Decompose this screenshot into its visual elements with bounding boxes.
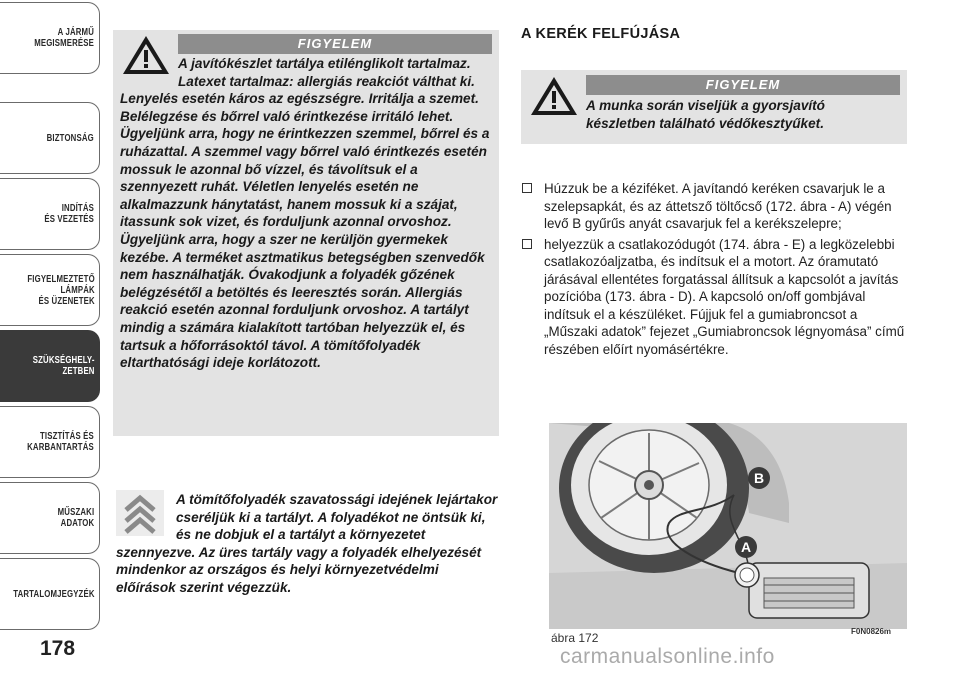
tab-label: TISZTÍTÁS ÉS KARBANTARTÁS [27,431,95,453]
page-number: 178 [40,637,76,660]
list-item [522,236,914,359]
section-title: A KERÉK FELFÚJÁSA [521,26,681,42]
tab-label: TARTALOMJEGYZÉK [12,588,95,600]
warning-heading: FIGYELEM [178,34,492,54]
tab-label: A JÁRMŰ MEGISMERÉSE [34,27,95,49]
warning-text-block [120,55,494,372]
figure-172 [549,423,907,629]
gloves-warning-heading: FIGYELEM [586,75,900,95]
step-text: helyezzük a csatlakozódugót (174. ábra - E) a legközelebbi csatlakozóaljzatba, és indítsuk el a motort. Az óramutató járásával ellentétes forgatással állítsuk a kapcsolót a javítás pozícióba (173. ábra - D). A kapcsoló on/off gombjával indítsuk el a készüléket. Fújjuk fel a gumiabroncsot a „Műszaki adatok” fejezet „Gumiabroncsok légnyomása” című részében előírt nyomásértékre. [544,236,905,357]
warning-text: A javítókészlet tartálya etilénglikolt tartalmaz. Latexet tartalmaz: allergiás reakciót válthat ki. Lenyelés esetén káros az egészségre. Irritálja a szemet. Belélegzése és bőrrel való érintkezése irritáló lehet. Ügyeljünk arra, hogy ne érintkezzen szemmel, bőrrel és a ruházattal. A szemmel vagy bőrrel való érintkezés esetén mossuk le azonnal bő vízzel, és távolítsuk el a szennyezett ruhát. Véletlen lenyelés esetén ne alkalmazzunk hánytatást, hanem mossuk ki a szájat, itassunk sok vizet, és forduljunk azonnal orvoshoz. Ügyeljünk arra, hogy a szer ne kerüljön gyermekek kezébe. A terméket asztmatikus betegségben szenvedők nem használhatják. Óvakodjunk a folyadék gőzének belégzésétől a betöltés és leeresztés során. Allergiás reakció esetén azonnal forduljunk orvoshoz. A tartályt mindig a számára kialakított tartóban helyezzük el, és tartsuk a hőforrásoktól távol. A tömítőfolyadék eltarthatósági ideje korlátozott. [120,56,490,371]
tab-vehicle-overview[interactable] [0,2,100,74]
warning-triangle-icon [528,74,580,118]
list-item [522,180,914,233]
figure-code: F0N0826m [851,627,892,636]
tab-label: INDÍTÁS ÉS VEZETÉS [44,203,95,225]
instruction-list [522,180,914,361]
gloves-warning-text: A munka során viseljük a gyorsjavító készletben található védőkesztyűket. [586,98,825,131]
watermark: carmanualsonline.info [560,645,775,668]
tab-label: BIZTONSÁG [47,132,95,144]
tab-emergency[interactable] [0,330,100,402]
tab-starting-driving[interactable] [0,178,100,250]
tab-maintenance[interactable] [0,406,100,478]
step-text: Húzzuk be a kéziféket. A javítandó keréken csavarjuk le a szelepsapkát, és az áttetsző töltőcső (172. ábra - A) végén levő B gyűrűs anyát csavarjuk fel a kerékszelepre; [544,181,892,231]
checkbox-bullet-icon [522,239,532,249]
tab-index[interactable] [0,558,100,630]
environment-note [116,491,500,597]
tab-label: FIGYELMEZTETŐ LÁMPÁK ÉS ÜZENETEK [26,273,95,307]
tyre-inflation-illustration [549,423,907,629]
tab-safety[interactable] [0,102,100,174]
callout-b: B [753,470,765,486]
environment-text: A tömítőfolyadék szavatossági idejének lejártakor cseréljük ki a tartályt. A folyadékot ne öntsük ki, és ne dobjuk el a tartályt a környezetet szennyezve. Az üres tartály vagy a folyadék elhelyezését mindenkor az országos és helyi környezetvédelmi előírások szerint végezzük. [116,492,498,595]
checkbox-bullet-icon [522,183,532,193]
callout-a: A [740,539,752,555]
tab-label: MŰSZAKI ADATOK [57,507,95,529]
chapter-tabs [0,0,102,640]
tab-warning-lights[interactable] [0,254,100,326]
tab-label: SZÜKSÉGHELY- ZETBEN [32,355,95,377]
figure-caption: ábra 172 [551,631,599,645]
tab-technical-data[interactable] [0,482,100,554]
